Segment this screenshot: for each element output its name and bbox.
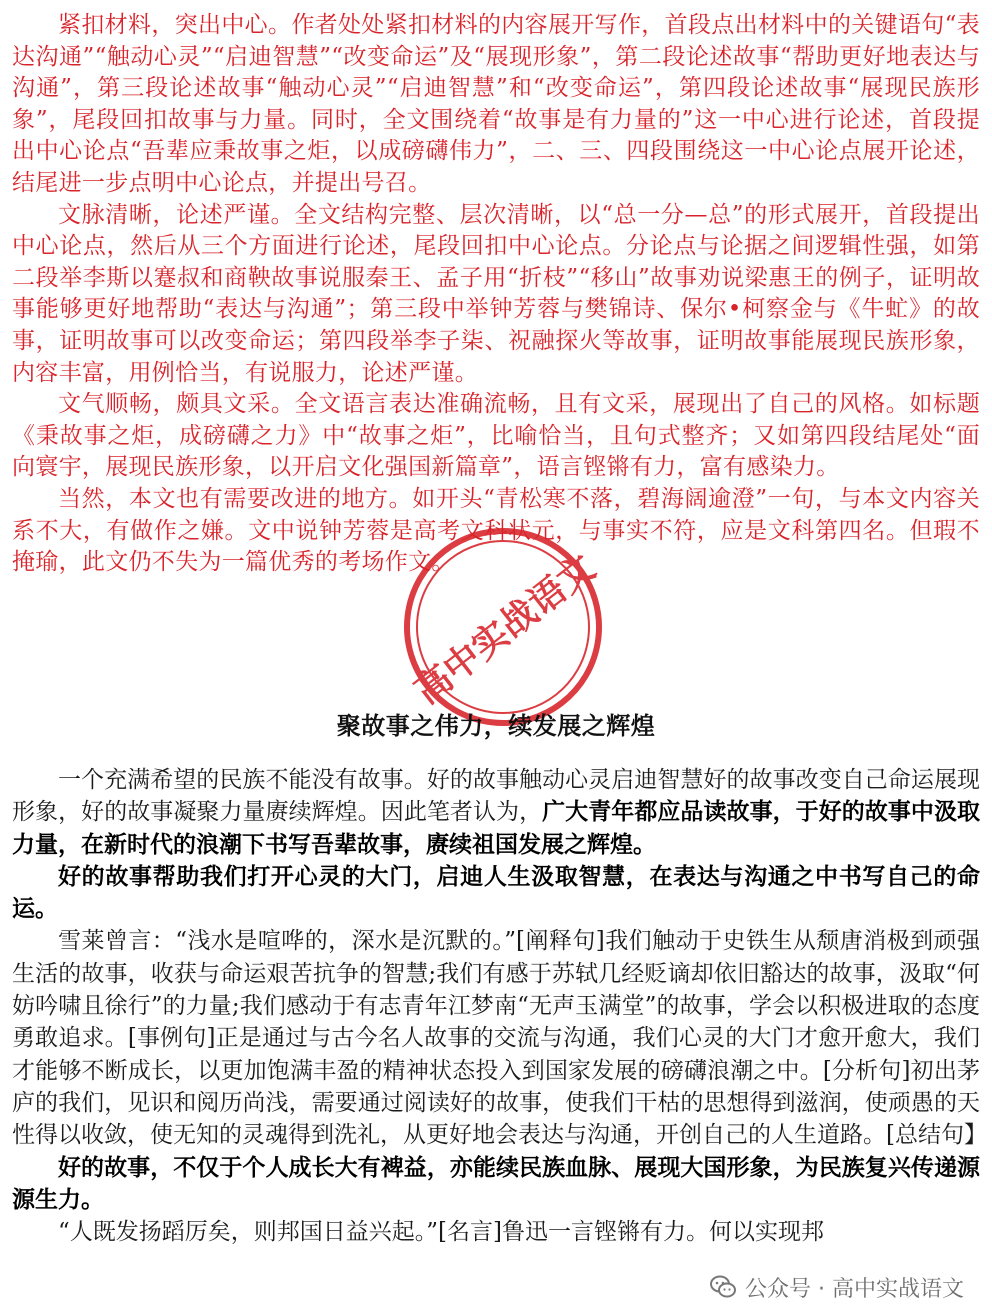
essay-p1-text: 一个充满希望的民族不能没有故事。好的故事触动心灵启迪智慧好的故事改变自己命运展现形象，好的故事凝聚力量赓续辉煌。因此笔者认为， xyxy=(12,767,980,826)
comment-paragraph-2: 文脉清晰，论述严谨。全文结构完整、层次清晰，以“总一分—总”的形式展开，首段提出中心论点，然后从三个方面进行论述，尾段回扣中心论点。分论点与论据之间逻辑性强，如第二段举李斯以蹇叔和商鞅故事说服秦王、孟子用“折枝”“移山”故事劝说梁惠王的例子，证明故事能够更好地帮助“表达与沟通”；第三段中举钟芳蓉与樊锦诗、保尔•柯察金与《牛虻》的故事，证明故事可以改变命运；第四段举李子柒、祝融探火等故事，证明故事能展现民族形象，内容丰富，用例恰当，有说服力，论述严谨。 xyxy=(12,201,980,386)
review-comment xyxy=(12,10,980,579)
comment-paragraph-3: 文气顺畅，颇具文采。全文语言表达准确流畅，且有文采，展现出了自己的风格。如标题《秉故事之炬，成磅礴之力》中“故事之炬”，比喻恰当，且句式整齐；又如第四段结尾处“面向寰宇，展现民族形象，以开启文化强国新篇章”，语言铿锵有力，富有感染力。 xyxy=(12,391,980,481)
essay-p1-thesis: 广大青年都应品读故事，于好的故事中汲取力量，在新时代的浪潮下书写吾辈故事，赓续祖国发展之辉煌。 xyxy=(12,798,981,858)
essay-title: 聚故事之伟力，续发展之辉煌 xyxy=(336,711,656,740)
essay-paragraph-1 xyxy=(12,764,980,861)
comment-paragraph-1: 紧扣材料，突出中心。作者处处紧扣材料的内容展开写作，首段点出材料中的关键语句“表达沟通”“触动心灵”“启迪智慧”“改变命运”及“展现形象”，第二段论述故事“帮助更好地表达与沟通”，第三段论述故事“触动心灵”“启迪智慧”和“改变命运”，第四段论述故事“展现民族形象”，尾段回扣故事与力量。同时，全文围绕着“故事是有力量的”这一中心进行论述，首段提出中心论点“吾辈应秉故事之炬，以成磅礴伟力”，二、三、四段围绕这一中心论点展开论述，结尾进一步点明中心论点，并提出号召。 xyxy=(12,12,980,196)
essay-paragraph-3: 雪莱曾言：“浅水是喧哗的，深水是沉默的。”[阐释句]我们触动于史铁生从颓唐消极到顽强生活的故事，收获与命运艰苦抗争的智慧;我们有感于苏轼几经贬谪却依旧豁达的故事，汲取“何妨吟啸且徐行”的力量;我们感动于有志青年江梦南“无声玉满堂”的故事，学会以积极进取的态度勇敢追求。[事例句]正是通过与古今名人故事的交流与沟通，我们心灵的大门才愈开愈大，我们才能够不断成长，以更加饱满丰盈的精神状态投入到国家发展的磅礴浪潮之中。[分析句]初出茅庐的我们，见识和阅历尚浅，需要通过阅读好的故事，使我们干枯的思想得到滋润，使顽愚的天性得以收敛，使无知的灵魂得到洗礼，从更好地会表达与沟通，开创自己的人生道路。[总结句】 xyxy=(12,928,987,1149)
watermark-text: 公众号 · 高中实战语文 xyxy=(745,1276,964,1302)
essay-paragraph-4 xyxy=(12,1152,980,1217)
essay-paragraph-5: “人既发扬蹈厉矣，则邦国日益兴起。”[名言]鲁迅一言铿锵有力。何以实现邦 xyxy=(58,1219,824,1246)
wechat-icon xyxy=(709,1273,737,1301)
comment-paragraph-4: 当然，本文也有需要改进的地方。如开头“青松寒不落，碧海阔逾澄”一句，与本文内容关系不大，有做作之嫌。文中说钟芳蓉是高考文科状元，与事实不符，应是文科第四名。但瑕不掩瑜，此文仍不失为一篇优秀的考场作文。 xyxy=(12,485,980,576)
essay-paragraph-2 xyxy=(12,861,980,926)
essay-body xyxy=(12,764,987,1248)
essay-p2-subthesis: 好的故事帮助我们打开心灵的大门，启迪人生汲取智慧，在表达与沟通之中书写自己的命运。 xyxy=(12,862,980,923)
stamp-text: 高中实战语文 xyxy=(407,547,603,713)
essay-p4-subthesis: 好的故事，不仅于个人成长大有裨益，亦能续民族血脉、展现大国形象，为民族复兴传递源源生力。 xyxy=(12,1153,980,1213)
wechat-watermark xyxy=(709,1272,964,1302)
